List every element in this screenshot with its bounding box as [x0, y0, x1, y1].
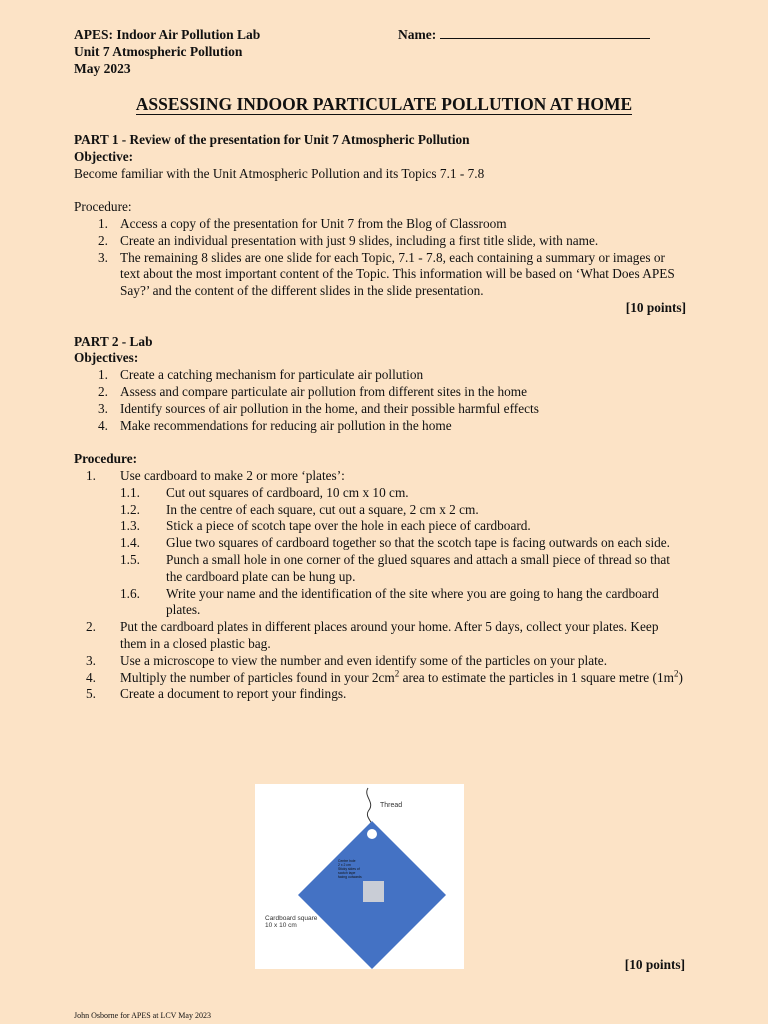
header-block: [74, 26, 260, 77]
cardboard-label: Cardboard square: [265, 915, 318, 922]
part1-heading: PART 1 - Review of the presentation for Unit 7 Atmospheric Pollution: [74, 132, 470, 147]
list-item: 1.6. Write your name and the identification of the site where you are going to hang the cardboard plates.: [120, 585, 659, 618]
list-item: 1.5. Punch a small hole in one corner of the glued squares and attach a small piece of thread so that the cardboard plate can be hung up.: [120, 551, 671, 584]
part2-objectives-label: Objectives:: [74, 350, 139, 366]
part1-procedure-label: Procedure:: [74, 199, 132, 215]
name-blank-line: [440, 26, 650, 39]
list-item: 5. Create a document to report your findings.: [86, 686, 347, 702]
size-label: 10 x 10 cm: [265, 922, 297, 929]
list-item: 1.4. Glue two squares of cardboard together so that the scotch tape is facing outwards on each side.: [120, 535, 671, 551]
svg-text:Centre hole: Centre hole: [338, 859, 356, 863]
name-label: Name:: [398, 27, 437, 42]
list-item: 2. Put the cardboard plates in different places around your home. After 5 days, collect your plates. Keep them in a closed plastic bag.: [86, 619, 659, 651]
unit-title: Unit 7 Atmospheric Pollution: [74, 44, 243, 59]
course-title: APES: Indoor Air Pollution Lab: [74, 27, 261, 42]
page-title: [0, 94, 768, 115]
list-item: 1.2. In the centre of each square, cut out a square, 2 cm x 2 cm.: [120, 501, 479, 517]
plate-diagram: [255, 784, 464, 969]
part1-objective-label: Objective:: [74, 148, 134, 164]
list-item: 3. Identify sources of air pollution in the home, and their possible harmful effects: [98, 400, 539, 416]
list-item: 4. Multiply the number of particles found in your $2cm^2$ area to estimate the particles in 1 square metre $(1m^2)$: [86, 668, 683, 685]
part2-points: [10 points]: [624, 957, 685, 972]
substeps: [120, 485, 686, 619]
cardboard-plate-figure: [255, 784, 464, 969]
part2-procedure-label: Procedure:: [74, 451, 138, 467]
thread-label: Thread: [380, 802, 403, 809]
svg-text:scotch tape: scotch tape: [338, 871, 356, 875]
center-window: [363, 881, 384, 902]
part2-heading: PART 2 - Lab: [74, 333, 153, 349]
part2-steps: [74, 468, 686, 703]
list-item: 2. Create an individual presentation with just 9 slides, including a first title slide, with name.: [98, 232, 599, 248]
list-item: 2. Assess and compare particulate air pollution from different sites in the home: [98, 383, 528, 399]
part1-steps: [74, 216, 686, 300]
list-item: 3. Use a microscope to view the number and even identify some of the particles on your plate.: [86, 652, 608, 668]
name-field: [398, 26, 650, 43]
document-body: [74, 132, 686, 703]
footer-credit: John Osborne for APES at LCV May 2023: [74, 1011, 211, 1020]
list-item: 4. Make recommendations for reducing air pollution in the home: [98, 417, 452, 433]
list-item: 1.3. Stick a piece of scotch tape over the hole in each piece of cardboard.: [120, 518, 531, 534]
svg-text:2 x 2 cm: 2 x 2 cm: [338, 863, 351, 867]
list-item: 1. Use cardboard to make 2 or more ‘plates’: 1.1. Cut out squares of cardboard, 10 cm x 10 cm. 1.2. In the centre of each square, cut out a square, 2 cm x 2 cm. 1.3. Stick a piece of scotch tape over the hole in each piece of cardboard. 1.4. Glue two squares of cardboard together so that the scotch tape is facing outwards on each side. 1.5. Punch a small hole in one corner of the glued squares and attach a small piece of thread so that the cardboard plate can be hung up. 1.6. Write your name and the identification of the site where you are going to hang the cardboard plates.: [74, 468, 686, 619]
punch-hole: [367, 829, 377, 839]
part1-objective-text: Become familiar with the Unit Atmospheric Pollution and its Topics 7.1 - 7.8: [74, 165, 485, 181]
list-item: 1. Access a copy of the presentation for Unit 7 from the Blog of Classroom: [98, 215, 507, 231]
page-title-text: ASSESSING INDOOR PARTICULATE POLLUTION AT HOME: [135, 94, 633, 114]
list-item: 3. The remaining 8 slides are one slide for each Topic, 7.1 - 7.8, each containing a summary or images or text about the most important content of the Topic. This information will be based on ‘What Does APES Say?’ and the content of the different slides in the slide presentation.: [98, 249, 675, 299]
svg-text:facing outwards: facing outwards: [338, 875, 362, 879]
doc-date: May 2023: [74, 61, 131, 76]
part1-points: [10 points]: [625, 299, 686, 315]
svg-text:Sticky sides of: Sticky sides of: [338, 867, 360, 871]
list-item: 1. Create a catching mechanism for particulate air pollution: [98, 367, 424, 383]
list-item: 1.1. Cut out squares of cardboard, 10 cm x 10 cm.: [120, 484, 409, 500]
part2-objectives: [74, 367, 686, 434]
